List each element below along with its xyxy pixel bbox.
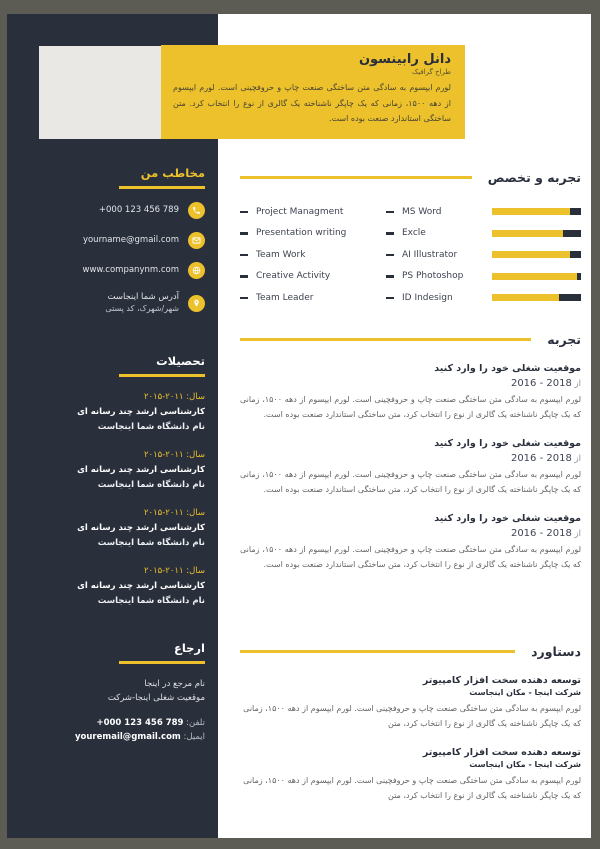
person-job-title: طراح گرافیک xyxy=(412,68,451,76)
education-entry xyxy=(25,564,205,609)
photo-placeholder xyxy=(39,46,161,139)
dash-bullet-icon xyxy=(240,211,248,214)
skill-row xyxy=(240,201,581,223)
contact-phone-row xyxy=(25,202,205,219)
skill-progress-fill xyxy=(492,273,577,280)
soft-skill-label: Team Work xyxy=(256,249,306,260)
skills-grid xyxy=(240,201,581,309)
skill-row xyxy=(240,266,581,288)
dash-bullet-icon xyxy=(386,297,394,300)
education-school: نام دانشگاه شما اینجاست xyxy=(97,595,205,606)
achievements-heading-rule xyxy=(240,650,515,653)
skills-section xyxy=(240,170,581,309)
experience-heading: تجربه xyxy=(547,332,581,347)
skill-progress-fill xyxy=(492,251,570,258)
contact-email-row xyxy=(25,232,205,249)
person-name: دانل رابینسون xyxy=(358,52,451,67)
software-skill-label: Excle xyxy=(402,228,426,239)
experience-heading-rule xyxy=(240,338,531,341)
dash-bullet-icon xyxy=(386,275,394,278)
achievement-entry xyxy=(240,747,581,803)
education-entry xyxy=(25,506,205,551)
contact-section xyxy=(7,166,218,315)
contact-website-value: www.companynm.com xyxy=(82,264,179,275)
education-years: سال: ۲۰۱۵-۲۰۱۱ xyxy=(143,391,205,402)
skills-heading-rule xyxy=(240,176,472,179)
skills-heading: تجربه و تخصص xyxy=(487,170,581,185)
education-section xyxy=(7,354,218,609)
skill-row xyxy=(240,287,581,309)
achievement-title: توسعه دهنده سخت افزار کامپیوتر xyxy=(422,747,581,758)
experience-section-header xyxy=(240,332,581,347)
experience-entry xyxy=(240,512,581,572)
education-years: سال: ۲۰۱۵-۲۰۱۱ xyxy=(143,565,205,576)
skill-progress-bar xyxy=(492,230,581,237)
experience-title: موقعیت شغلی خود را وارد کنید xyxy=(434,513,581,524)
dash-bullet-icon xyxy=(240,254,248,257)
education-degree: کارشناسی ارشد چند رسانه ای xyxy=(77,522,205,533)
achievement-company: شرکت اینجا - مکان اینجاست xyxy=(469,760,581,769)
education-school: نام دانشگاه شما اینجاست xyxy=(97,421,205,432)
achievement-description: لورم ایپسوم به سادگی متن ساختگی صنعت چاپ و حروفچینی است. لورم ایپسوم از دهه ۱۵۰۰، زمانی که یک چاپگر ناشناخته یک گالری از نوع را انتخاب کرد، متن xyxy=(243,776,581,800)
contact-phone-value: +000 123 456 789 xyxy=(98,204,179,215)
education-entry xyxy=(25,448,205,493)
achievements-heading: دستاورد xyxy=(531,644,581,659)
references-heading-rule xyxy=(119,661,205,664)
software-skill-label: PS Photoshop xyxy=(402,271,464,282)
skill-progress-bar xyxy=(492,294,581,301)
location-pin-icon xyxy=(188,295,205,312)
education-degree: کارشناسی ارشد چند رسانه ای xyxy=(77,406,205,417)
achievement-title: توسعه دهنده سخت افزار کامپیوتر xyxy=(422,675,581,686)
reference-phone: تلفن: +000 123 456 789 xyxy=(96,717,205,728)
education-heading: تحصیلات xyxy=(156,354,205,368)
experience-entry xyxy=(240,437,581,497)
education-years: سال: ۲۰۱۵-۲۰۱۱ xyxy=(143,449,205,460)
header-banner xyxy=(161,45,465,139)
education-degree: کارشناسی ارشد چند رسانه ای xyxy=(77,580,205,591)
skill-progress-fill xyxy=(492,230,563,237)
software-skill-label: MS Word xyxy=(402,206,442,217)
phone-icon xyxy=(188,202,205,219)
contact-heading-rule xyxy=(119,186,205,189)
address-line2: شهر/شهرک، کد پستی xyxy=(105,303,179,313)
experience-title: موقعیت شغلی خود را وارد کنید xyxy=(434,438,581,449)
experience-title: موقعیت شغلی خود را وارد کنید xyxy=(434,363,581,374)
skills-section-header xyxy=(240,170,581,185)
profile-summary: لورم ایپسوم به سادگی متن ساختگی صنعت چاپ و حروفچینی است. لورم ایپسوم از دهه ۱۵۰۰، زمانی که یک چاپگر ناشناخته یک گالری از نوع را انتخاب کرد. متن ساختگی استاندارد صنعت بوده است. xyxy=(173,83,451,123)
achievements-section xyxy=(240,644,581,803)
experience-entry xyxy=(240,362,581,422)
dash-bullet-icon xyxy=(240,275,248,278)
experience-section xyxy=(240,332,581,572)
skill-progress-bar xyxy=(492,251,581,258)
soft-skill-label: Presentation writing xyxy=(256,228,347,239)
contact-address-value xyxy=(105,292,179,315)
soft-skill-label: Creative Activity xyxy=(256,271,331,282)
contact-heading: مخاطب من xyxy=(140,166,205,180)
envelope-icon xyxy=(188,232,205,249)
dash-bullet-icon xyxy=(386,211,394,214)
resume-page xyxy=(7,14,591,838)
dash-bullet-icon xyxy=(240,297,248,300)
references-section xyxy=(7,641,218,742)
achievements-section-header xyxy=(240,644,581,659)
skill-row xyxy=(240,244,581,266)
reference-email: ایمیل: youremail@gmail.com xyxy=(75,731,205,742)
achievement-company: شرکت اینجا - مکان اینجاست xyxy=(469,688,581,697)
education-heading-rule xyxy=(119,374,205,377)
references-heading: ارجاع xyxy=(173,641,205,655)
contact-address-row xyxy=(25,292,205,315)
globe-icon xyxy=(188,262,205,279)
experience-period: از 2016 - 2018 xyxy=(510,528,581,539)
skill-progress-bar xyxy=(492,208,581,215)
dash-bullet-icon xyxy=(240,232,248,235)
reference-name: نام مرجع در اینجا xyxy=(144,678,205,689)
achievement-entry xyxy=(240,675,581,731)
experience-period: از 2016 - 2018 xyxy=(510,453,581,464)
software-skill-label: ID Indesign xyxy=(402,292,453,303)
software-skill-label: AI Illustrator xyxy=(402,249,458,260)
dash-bullet-icon xyxy=(386,232,394,235)
contact-website-row xyxy=(25,262,205,279)
experience-description: لورم ایپسوم به سادگی متن ساختگی صنعت چاپ و حروفچینی است. لورم ایپسوم از دهه ۱۵۰۰، زمانی که یک چاپگر ناشناخته یک گالری از نوع را انتخاب کرد، متن ساختگی استاندارد صنعت بوده است. xyxy=(240,470,582,494)
education-entry xyxy=(25,390,205,435)
skill-progress-fill xyxy=(492,294,559,301)
education-degree: کارشناسی ارشد چند رسانه ای xyxy=(77,464,205,475)
education-years: سال: ۲۰۱۵-۲۰۱۱ xyxy=(143,507,205,518)
skill-progress-fill xyxy=(492,208,570,215)
education-school: نام دانشگاه شما اینجاست xyxy=(97,537,205,548)
contact-email-value: yourname@gmail.com xyxy=(82,234,179,245)
education-school: نام دانشگاه شما اینجاست xyxy=(97,479,205,490)
skill-progress-bar xyxy=(492,273,581,280)
achievement-description: لورم ایپسوم به سادگی متن ساختگی صنعت چاپ و حروفچینی است. لورم ایپسوم از دهه ۱۵۰۰، زمانی که یک چاپگر ناشناخته یک گالری از نوع را انتخاب کرد، متن xyxy=(243,704,581,728)
soft-skill-label: Project Managment xyxy=(256,206,344,217)
dash-bullet-icon xyxy=(386,254,394,257)
reference-position: موقعیت شغلی اینجا-شرکت xyxy=(107,692,205,703)
skill-row xyxy=(240,223,581,245)
experience-description: لورم ایپسوم به سادگی متن ساختگی صنعت چاپ و حروفچینی است. لورم ایپسوم از دهه ۱۵۰۰، زمانی که یک چاپگر ناشناخته یک گالری از نوع را انتخاب کرد، متن ساختگی استاندارد صنعت بوده است. xyxy=(240,545,582,569)
soft-skill-label: Team Leader xyxy=(256,292,314,303)
experience-period: از 2016 - 2018 xyxy=(510,378,581,389)
experience-description: لورم ایپسوم به سادگی متن ساختگی صنعت چاپ و حروفچینی است. لورم ایپسوم از دهه ۱۵۰۰، زمانی که یک چاپگر ناشناخته یک گالری از نوع را انتخاب کرد، متن ساختگی استاندارد صنعت بوده است. xyxy=(240,395,582,419)
address-line1: آدرس شما اینجاست xyxy=(107,291,179,302)
